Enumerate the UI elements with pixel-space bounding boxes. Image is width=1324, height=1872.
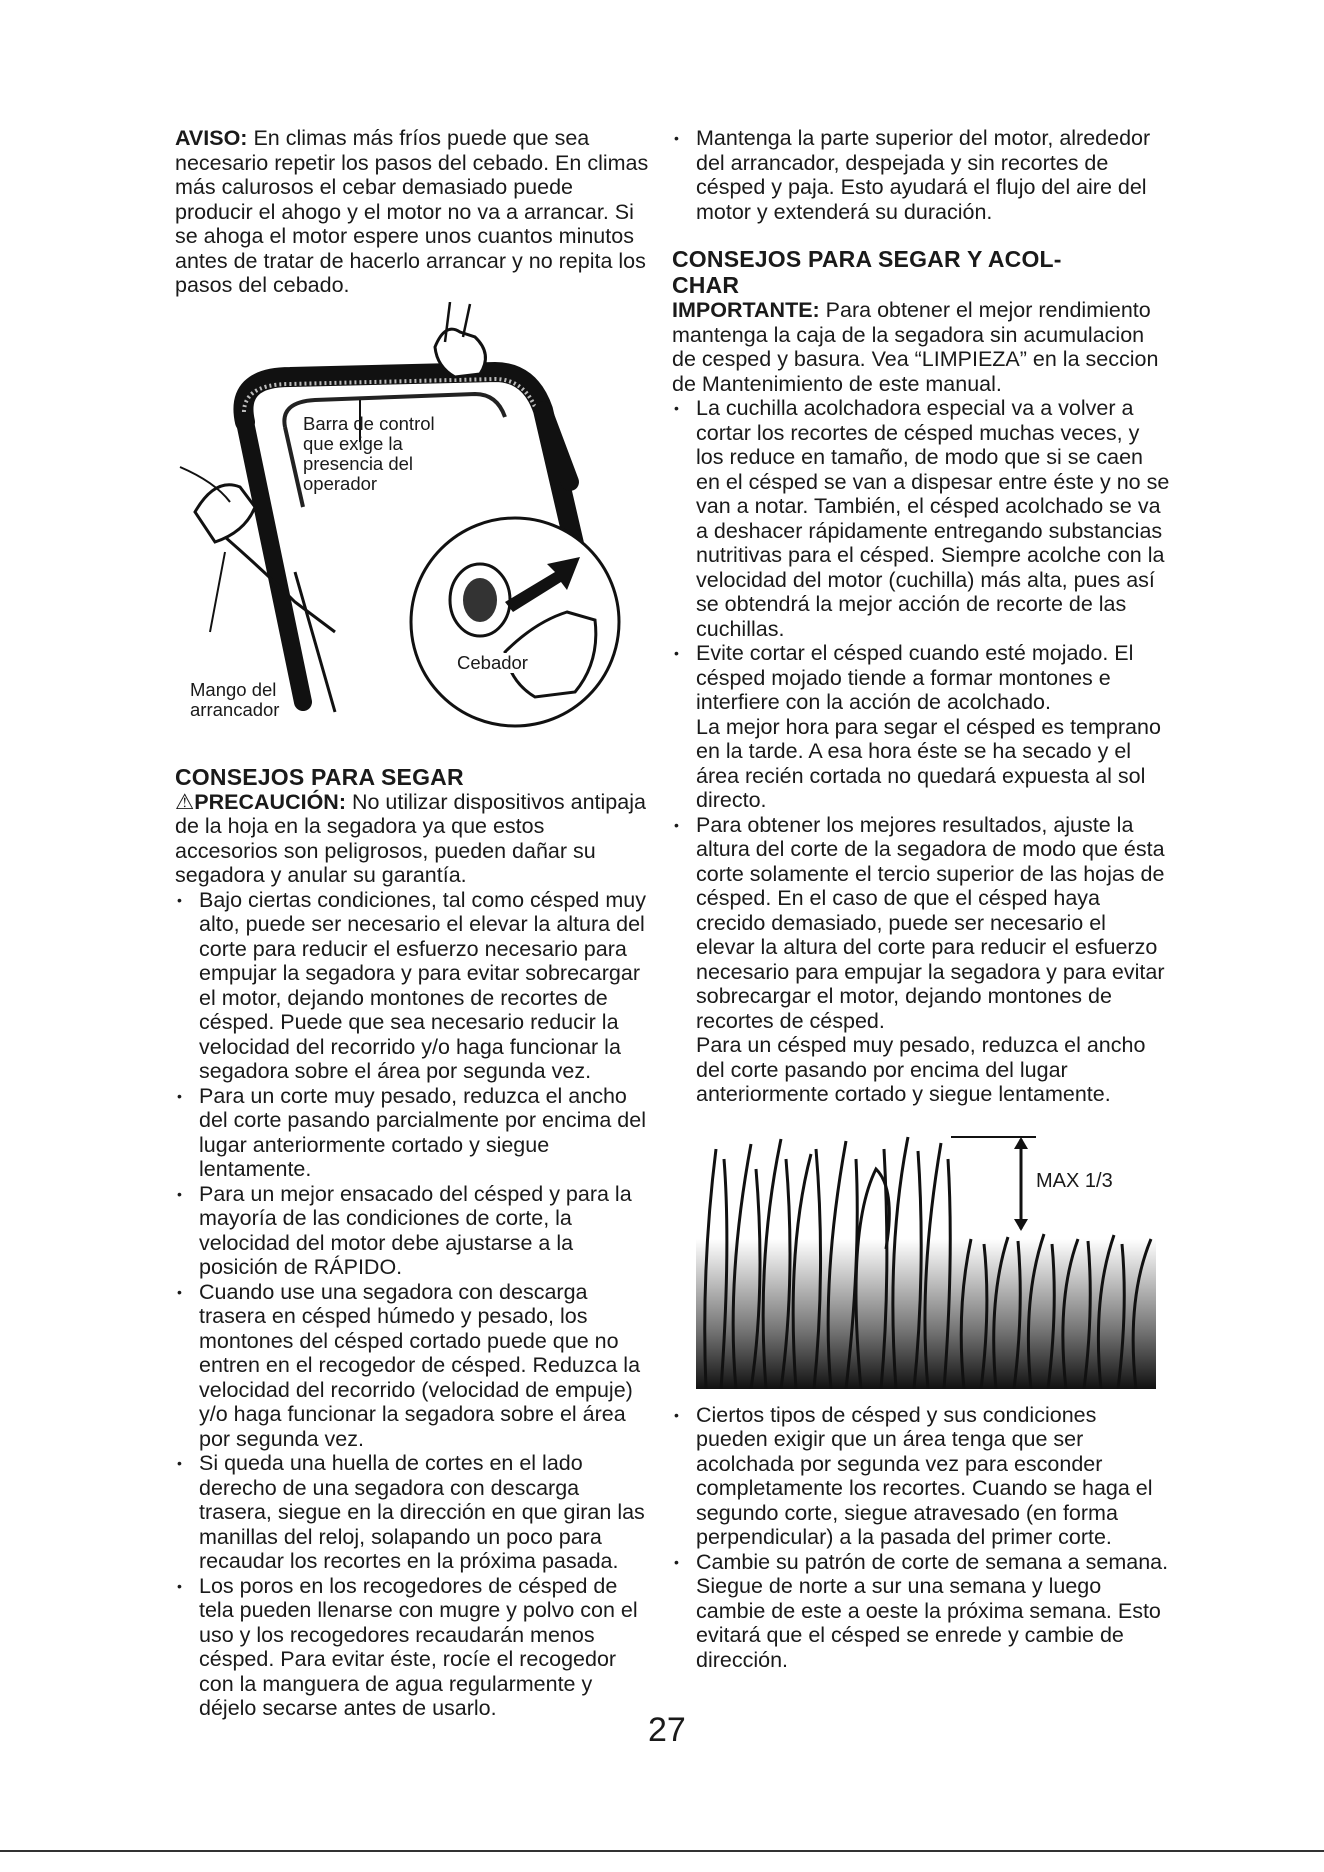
right-column — [672, 126, 1170, 1672]
list-item: • Si queda una huella de cortes en el lado derecho de una segadora con descarga trasera, siegue en la dirección en que giran las manillas del reloj, solapando un poco para recaudar los recortes en la próxima pasada. — [175, 1451, 653, 1574]
list-item — [672, 813, 1170, 1107]
engine-tip-list — [672, 126, 1170, 224]
mowing-tips-heading: CONSEJOS PARA SEGAR — [175, 763, 464, 790]
list-item: • La cuchilla acolchadora especial va a volver a cortar los recortes de césped muchas veces, y los reduce en tamaño, de modo que si se caen en el césped se van a dispesar entre éste y no se van a notar. También, el césped acolchado se va a deshacer rápidamente entregando substancias nutritivas para el césped. Siempre acolche con la velocidad del motor (cuchilla) más alta, pues así se obtendrá la mejor acción de recorte de las cuchillas. — [672, 396, 1170, 641]
starter-handle-label-line-2: arrancador — [190, 698, 280, 720]
list-item: • Mantenga la parte superior del motor, alrededor del arrancador, despejada y sin recortes de césped y paja. Esto ayudará el flujo del aire del motor y extenderá su duración. — [672, 126, 1170, 224]
control-bar-label-line-3: presencia del — [303, 452, 414, 474]
starter-handle-callout — [190, 680, 279, 720]
control-bar-callout — [303, 414, 435, 494]
mowing-tips-list — [175, 888, 653, 1721]
list-item: • Los poros en los recogedores de césped de tela pueden llenarse con mugre y polvo con el uso y los recogedores recaudarán menos césped. Para evitar éste, rocíe el recogedor con la manguera de agua regularmente y déjelo secarse antes de usarlo. — [175, 1574, 653, 1721]
mulch-tips-heading-line-2: CHAR — [672, 272, 740, 298]
handle-primer-figure — [175, 302, 653, 744]
list-item: • Para un corte muy pesado, reduzca el ancho del corte pasando parcialmente por encima del lugar anteriormente cortado y siegue lentamente. — [175, 1084, 653, 1182]
list-item-text: Para obtener los mejores resultados, ajuste la altura del corte de la segadora de modo que ésta corte solamente el tercio superior de las hojas de césped. En el caso de que el césped haya crecido demasiado, puede ser necesario el elevar la altura del corte para reducir el esfuerzo necesario para empujar la segadora y para evitar sobrecargar el motor, dejando montones de recortes de césped. — [696, 812, 1165, 1033]
list-item: • Ciertos tipos de césped y sus condiciones pueden exigir que un área tenga que ser acolchada por segunda vez para esconder completamente los recortes. Cuando se haga el segundo corte, siegue atravesado (en forma perpendicular) a la pasada del primer corte. — [672, 1403, 1170, 1550]
aviso-label: AVISO: — [175, 126, 248, 150]
bottom-divider — [0, 1850, 1324, 1852]
page-number: 27 — [648, 1711, 686, 1749]
mulch-tips-list-continued — [672, 1403, 1170, 1673]
caution-text: No utilizar dispositivos antipaja de la hoja en la segadora ya que estos accesorios son peligrosos, pueden dañar su segadora y anular su garantía. — [175, 789, 646, 887]
aviso-paragraph — [175, 126, 653, 298]
left-column — [175, 126, 653, 1721]
important-text: Para obtener el mejor rendimiento mantenga la caja de la segadora sin acumulacion de cesped y basura. Vea “LIMPIEZA” en la seccion de Mantenimiento de este manual. — [672, 298, 1159, 396]
control-bar-label-line-2: que exige la — [303, 432, 403, 454]
list-item — [672, 641, 1170, 813]
warning-triangle-icon: ⚠ — [175, 789, 195, 814]
caution-label: PRECAUCIÓN: — [194, 789, 346, 814]
mulch-tips-list — [672, 396, 1170, 1107]
list-item-text: Evite cortar el césped cuando esté mojado. El césped mojado tiende a formar montones e interfiere con la acción de acolchado. — [696, 641, 1134, 714]
list-item: • Cuando use una segadora con descarga trasera en césped húmedo y pesado, los montones del césped cortado puede que no entren en el recogedor de césped. Reduzca la velocidad del recorrido (velocidad de empuje) y/o haga funcionar la segadora sobre el área por segunda vez. — [175, 1280, 653, 1452]
list-item: • Bajo ciertas condiciones, tal como césped muy alto, puede ser necesario el elevar la altura del corte para reducir el esfuerzo necesario para empujar la segadora y para evitar sobrecargar el motor, dejando montones de recortes de césped. Puede que sea necesario reducir la velocidad del recorrido y/o haga funcionar la segadora sobre el área por segunda vez. — [175, 888, 653, 1084]
list-item: • Cambie su patrón de corte de semana a semana. Siegue de norte a sur una semana y luego cambie de este a oeste la próxima semana. Esto evitará que el césped se enrede y cambie de dirección. — [672, 1550, 1170, 1673]
list-item-text: La mejor hora para segar el césped es temprano en la tarde. A esa hora éste se ha secado y el área recién cortada no quedará expuesta al sol directo. — [696, 714, 1161, 812]
list-item-text: Para un césped muy pesado, reduzca el ancho del corte pasando por encima del lugar anteriormente cortado y siegue lentamente. — [696, 1033, 1146, 1106]
max-one-third-label: MAX 1/3 — [1036, 1169, 1113, 1192]
control-bar-label-line-4: operador — [303, 472, 378, 494]
mulch-tips-heading — [672, 246, 1170, 298]
aviso-text: En climas más fríos puede que sea necesario repetir los pasos del cebado. En climas más calurosos el cebar demasiado puede producir el ahogo y el motor no va a arrancar. Si se ahoga el motor espere unos cuantos minutos antes de tratar de hacerlo arrancar y no repita los pasos del cebado. — [175, 126, 649, 297]
mulch-tips-heading-line-1: CONSEJOS PARA SEGAR Y ACOL- — [672, 246, 1062, 272]
grass-height-figure — [696, 1129, 1174, 1389]
grass-illustration — [696, 1129, 1174, 1389]
control-bar-label-line-1: Barra de control — [303, 412, 435, 434]
important-label: IMPORTANTE: — [672, 298, 820, 322]
list-item: • Para un mejor ensacado del césped y para la mayoría de las condiciones de corte, la velocidad del motor debe ajustarse a la posición de RÁPIDO. — [175, 1182, 653, 1280]
mower-handle-illustration — [175, 302, 653, 744]
important-paragraph — [672, 298, 1170, 396]
primer-label: Cebador — [457, 651, 528, 673]
caution-paragraph — [175, 790, 653, 888]
starter-handle-label-line-1: Mango del — [190, 678, 277, 700]
